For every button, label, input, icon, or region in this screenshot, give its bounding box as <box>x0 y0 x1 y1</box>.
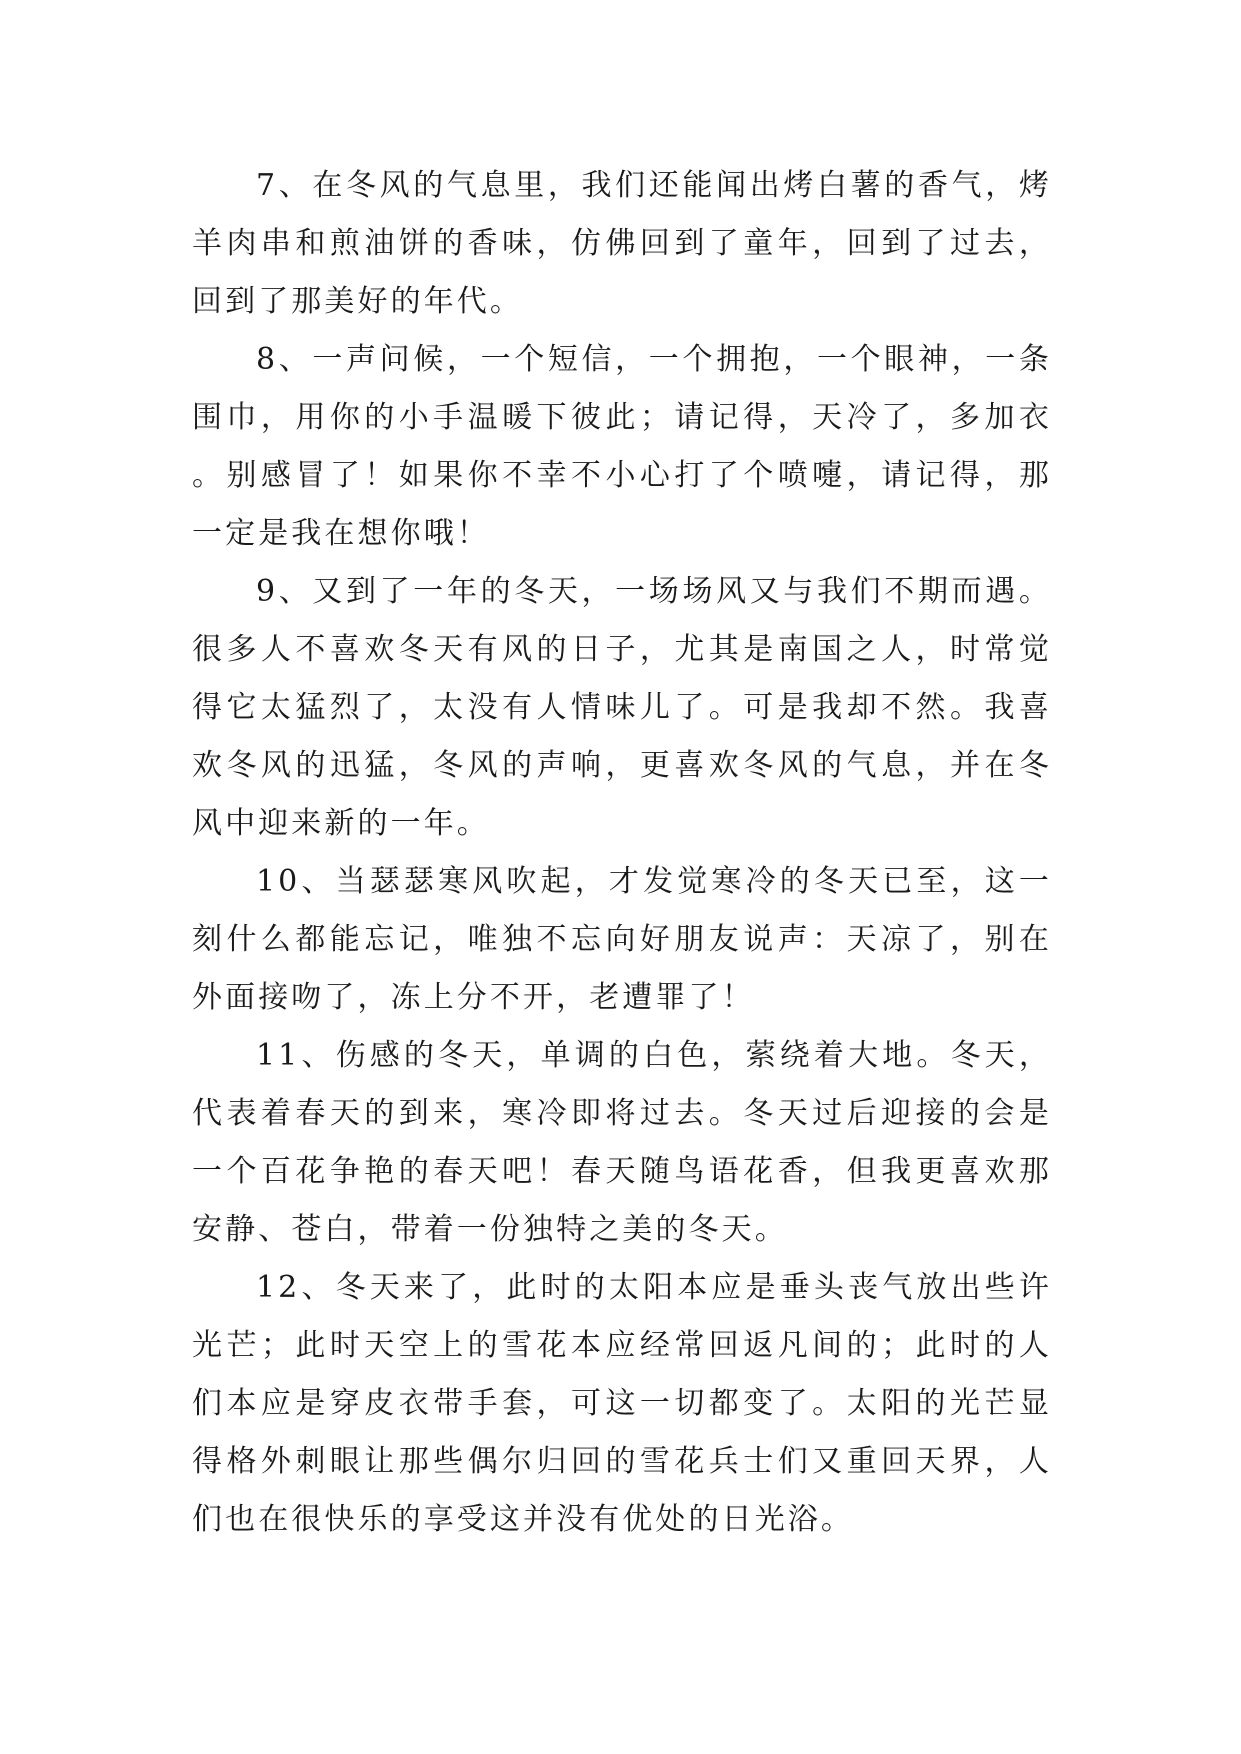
paragraph-12: 12、冬天来了，此时的太阳本应是垂头丧气放出些许光芒；此时天空上的雪花本应经常回返凡间的；此时的人们本应是穿皮衣带手套，可这一切都变了。太阳的光芒显得格外刺眼让那些偶尔归回的雪花兵士们又重回天界，人们也在很快乐的享受这并没有优处的日光浴。 <box>192 1270 1052 1537</box>
paragraph-7: 7、在冬风的气息里，我们还能闻出烤白薯的香气，烤羊肉串和煎油饼的香味，仿佛回到了童年，回到了过去，回到了那美好的年代。 <box>192 168 1052 319</box>
paragraph-9: 9、又到了一年的冬天，一场场风又与我们不期而遇。很多人不喜欢冬天有风的日子，尤其是南国之人，时常觉得它太猛烈了，太没有人情味儿了。可是我却不然。我喜欢冬风的迅猛，冬风的声响，更喜欢冬风的气息，并在冬风中迎来新的一年。 <box>192 574 1052 841</box>
paragraph-8: 8、一声问候，一个短信，一个拥抱，一个眼神，一条围巾，用你的小手温暖下彼此；请记得，天冷了，多加衣。别感冒了！如果你不幸不小心打了个喷嚏，请记得，那一定是我在想你哦！ <box>192 342 1052 551</box>
document-body <box>192 157 1052 1549</box>
paragraph-11: 11、伤感的冬天，单调的白色，萦绕着大地。冬天，代表着春天的到来，寒冷即将过去。冬天过后迎接的会是一个百花争艳的春天吧！春天随鸟语花香，但我更喜欢那安静、苍白，带着一份独特之美的冬天。 <box>192 1038 1052 1247</box>
paragraph-10: 10、当瑟瑟寒风吹起，才发觉寒冷的冬天已至，这一刻什么都能忘记，唯独不忘向好朋友说声：天凉了，别在外面接吻了，冻上分不开，老遭罪了！ <box>192 864 1052 1015</box>
